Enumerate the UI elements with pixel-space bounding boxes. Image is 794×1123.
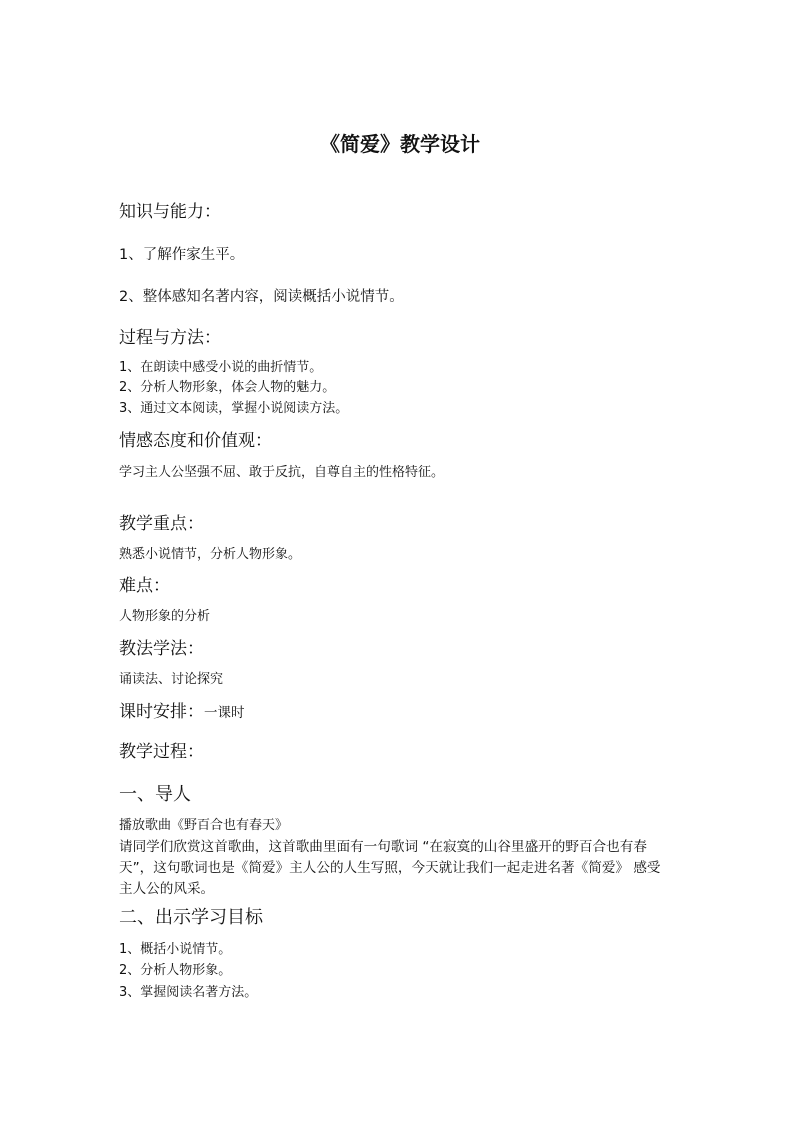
section-text: 人物形象的分析	[119, 609, 211, 624]
section-text: 学习主人公坚强不屈、敢于反抗，自尊自主的性格特征。	[119, 465, 445, 480]
section-heading-knowledge: 知识与能力：	[119, 202, 221, 222]
list-item: 2、分析人物形象，体会人物的魅力。	[119, 380, 336, 395]
section-heading-methods: 教法学法：	[119, 639, 204, 659]
paragraph-line: 天”，这句歌词也是《简爱》主人公的人生写照，今天就让我们一起走进名著《简爱》 感受	[119, 860, 661, 876]
section-heading-intro: 一、导人	[119, 784, 191, 805]
paragraph-line: 请同学们欣赏这首歌曲，这首歌曲里面有一句歌词 “在寂寞的山谷里盛开的野百合也有春	[119, 839, 647, 855]
section-heading-schedule	[119, 701, 245, 723]
schedule-label: 课时安排：	[119, 702, 204, 722]
list-item: 2、分析人物形象。	[119, 963, 232, 978]
list-item: 1、了解作家生平。	[119, 247, 245, 263]
schedule-value: 一课时	[204, 705, 245, 721]
page-title: 《简爱》教学设计	[320, 132, 480, 156]
section-heading-process: 过程与方法：	[119, 328, 221, 348]
list-item: 3、掌握阅读名著方法。	[119, 985, 258, 1000]
list-item: 1、概括小说情节。	[119, 942, 232, 957]
section-heading-objectives: 二、出示学习目标	[119, 907, 263, 928]
list-item: 3、通过文本阅读，掌握小说阅读方法。	[119, 401, 349, 416]
section-heading-teaching-process: 教学过程：	[119, 742, 204, 762]
section-text: 播放歌曲《野百合也有春天》	[119, 818, 289, 833]
section-text: 诵读法、讨论探究	[119, 672, 224, 687]
list-item: 2、整体感知名著内容，阅读概括小说情节。	[119, 289, 404, 305]
section-heading-emotion: 情感态度和价值观：	[119, 431, 272, 451]
section-heading-key-point: 教学重点：	[119, 514, 204, 534]
section-heading-difficulty: 难点：	[119, 576, 170, 596]
list-item: 1、在朗读中感受小说的曲折情节。	[119, 360, 323, 375]
paragraph-line: 主人公的风采。	[119, 881, 215, 897]
section-text: 熟悉小说情节，分析人物形象。	[119, 547, 302, 562]
